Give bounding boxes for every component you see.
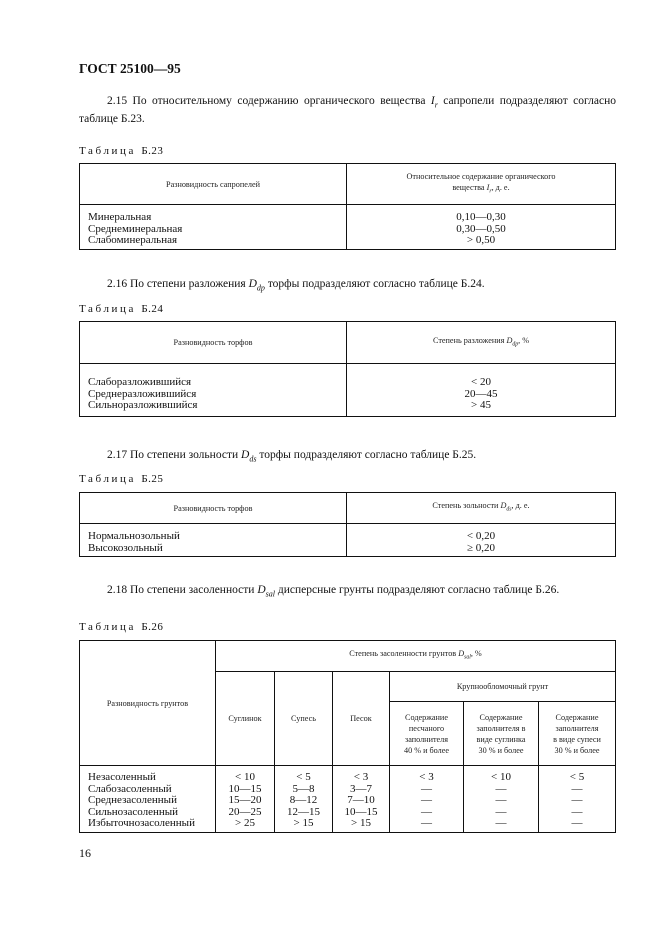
table-b26-header-coarse-loam: Содержание заполнителя в виде суглинка 30 % и более [464,702,539,766]
table-b25-kinds: Нормальнозольный Высокозольный [80,524,347,557]
table-b26-header-sand: Песок [333,672,390,766]
table-b26-header-coarse-sand: Содержание песчаного заполнителя 40 % и более [390,702,464,766]
table-b26-loam-values: < 10 10—15 15—20 20—25 > 25 [216,766,275,833]
table-b25-header-kind: Разновидность торфов [80,493,347,524]
table-b26-header-coarse: Крупнообломочный грунт [390,672,616,702]
table-b26-sandy-loam-values: < 5 5—8 8—12 12—15 > 15 [275,766,333,833]
table-b26 [79,640,616,833]
table-b26-header-kind: Разновидность грунтов [80,641,216,766]
table-b24 [79,321,616,417]
table-b26-header-loam: Суглинок [216,672,275,766]
table-b26-header-salinity: Степень засоленности грунтов $D_{sal}$, % [216,641,616,672]
table-b26-coarse-sand-values: < 3 — — — — [390,766,464,833]
table-b26-header-sandy-loam: Супесь [275,672,333,766]
paragraph-2-17: 2.17 По степени зольности $D_{ds}$ торфы подразделяют согласно таблице Б.25. [107,449,477,464]
table-b24-header-kind: Разновидность торфов [80,322,347,364]
table-b25-caption: Таблица Б.25 [79,473,164,485]
table-b25-header-ash: Степень зольности $D_{ds}$, д. е. [347,493,616,524]
table-b24-header-degree: Степень разложения $D_{dp}$, % [347,322,616,364]
table-b24-values: < 20 20—45 > 45 [347,364,616,417]
table-b26-header-coarse-sandy-loam: Содержание заполнителя в виде супеси 30 % и более [539,702,616,766]
table-b23-header-kind: Разновидность сапропелей [80,164,347,205]
table-b23-header-content: Относительное содержание органического вещества $I_r$, д. е. [347,164,616,205]
table-b23-caption: Таблица Б.23 [79,145,164,157]
table-b26-sand-values: < 3 3—7 7—10 10—15 > 15 [333,766,390,833]
table-b24-kinds: Слаборазложившийся Среднеразложившийся Сильноразложившийся [80,364,347,417]
table-b23-kinds: Минеральная Среднеминеральная Слабоминеральная [80,205,347,250]
table-b23-values: 0,10—0,30 0,30—0,50 > 0,50 [347,205,616,250]
table-b26-coarse-loam-values: < 10 — — — — [464,766,539,833]
table-b25-values: < 0,20 ≥ 0,20 [347,524,616,557]
paragraph-2-15: 2.15 По относительному содержанию органического вещества $I_r$ сапропели подразделяют согласно таблице Б.23. [79,95,617,126]
paragraph-2-16: 2.16 По степени разложения $D_{dp}$ торфы подразделяют согласно таблице Б.24. [107,278,485,293]
table-b25 [79,492,616,557]
standard-header: ГОСТ 25100—95 [79,61,181,76]
paragraph-2-18: 2.18 По степени засоленности $D_{sal}$ дисперсные грунты подразделяют согласно таблице Б.26. [107,584,560,599]
table-b26-coarse-sandy-loam-values: < 5 — — — — [539,766,616,833]
table-b23 [79,163,616,250]
table-b26-caption: Таблица Б.26 [79,621,164,633]
page-number: 16 [79,846,91,860]
table-b24-caption: Таблица Б.24 [79,303,164,315]
table-b26-kinds: Незасоленный Слабозасоленный Среднезасоленный Сильнозасоленный Избыточнозасоленный [80,766,216,833]
